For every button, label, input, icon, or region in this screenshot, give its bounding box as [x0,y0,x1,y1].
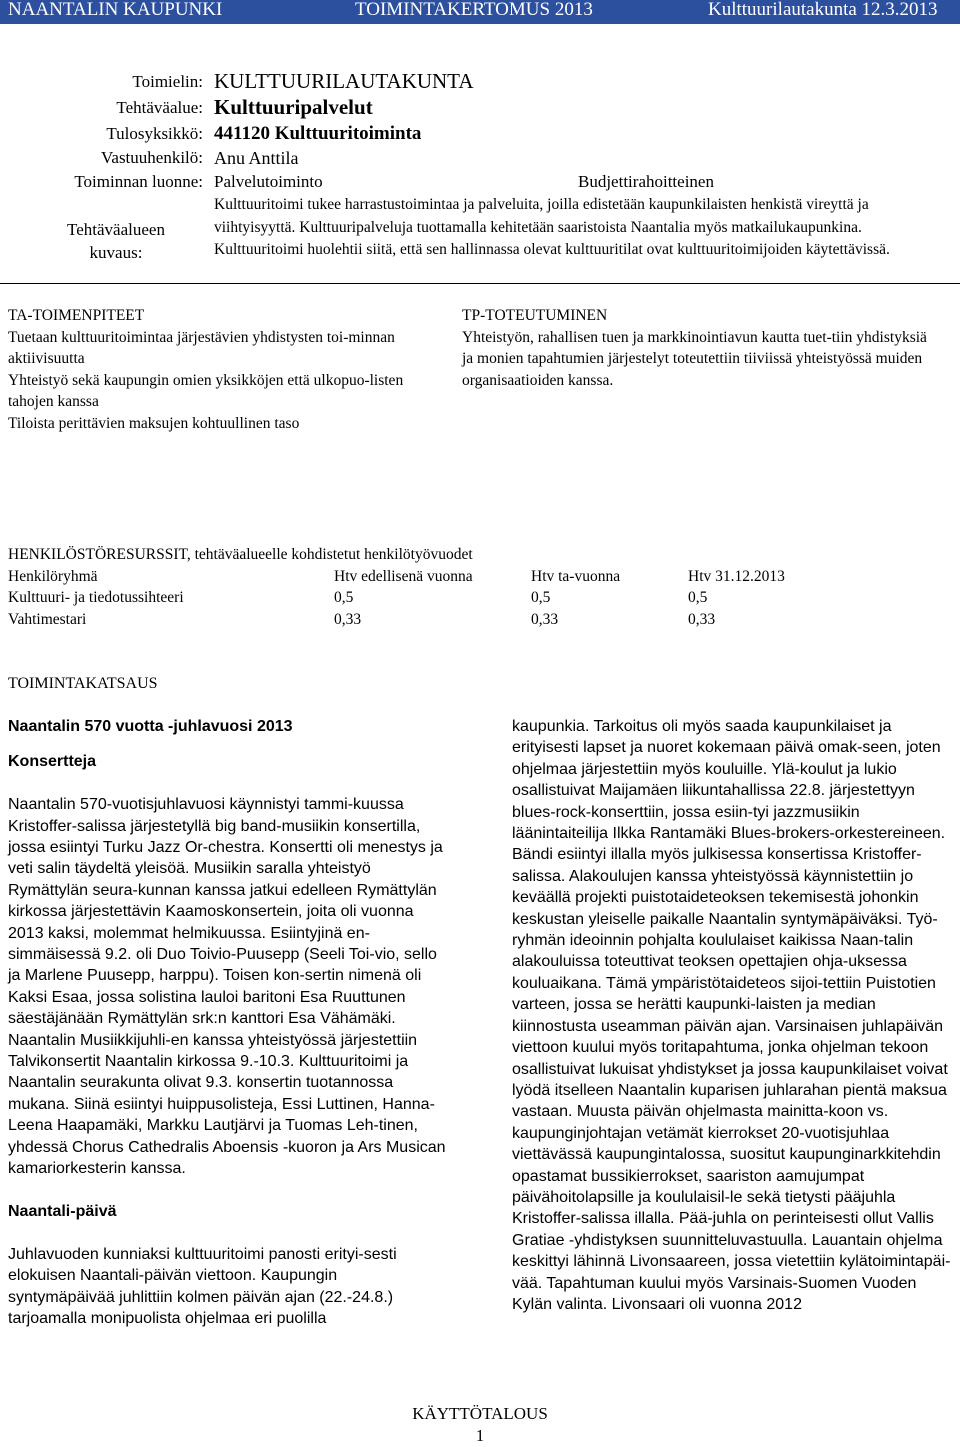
right-column [512,716,952,1315]
value-luonne-extra: Budjettirahoitteinen [578,172,714,191]
info-row-luonne [0,172,960,196]
meeting-date: Kulttuurilautakunta 12.3.2013 [708,0,938,20]
paragraph-konsertteja: Naantalin 570-vuotisjuhlavuosi käynnistyi tammi-kuussa Kristoffer-salissa järjestetyllä big band-musiikin konsertilla, jossa esiintyi Turku Jazz Or-chestra. Konsertti oli menestys ja veti salin täydeltä yleisöä. Musiikin saralla yhteistyö Rymättylän seura-kunnan kanssa jatkui edelleen Rymättylän kirkossa järjestettävin Kaamoskonsertein, joita oli vuonna 2013 kaksi, molemmat helmikuussa. Esiintyjinä en-simmäisessä 9.2. oli Duo Toivio-Puusepp (Seeli Toi-vio, sello ja Marlene Puusepp, harppu). Toisen kon-sertin nimenä oli Kaksi Esaa, jossa solistina lauloi baritoni Esa Ruuttunen säestäjänään Rymättylän srk:n kanttori Esa Vähämäki. Naantalin Musiikkijuhli-en kanssa yhteistyössä järjestettiin Talvikonsertit Naantalin kirkossa 9.-10.3. Kulttuuritoimi ja Naantalin seurakunta olivat 9.3. konsertin tuotannossa mukana. Siinä esiintyi huippusolisteja, Essi Luttinen, Hanna-Leena Haapamäki, Markku Lautjärvi ja Tuomas Leh-tinen, yhdessä Chorus Cathedralis Aboensis -kuoron ja Ars Musican kamariorkesterin kanssa. [8,796,446,1178]
cell-ta: 0,33 [531,610,559,628]
label-tulosyksikko: Tulosyksikkö: [106,124,203,143]
paragraph-right: kaupunkia. Tarkoitus oli myös saada kaupunkilaiset ja erityisesti lapset ja nuoret kokemaan päivä omak-seen, joten ohjelmaa järjestettiin myös kouluille. Ylä-koulut ja lukio osallistuivat Maijamäen liikuntahallissa 22.8. järjestettyyn blues-rock-konserttiin, jossa esiin-tyi jazzmusiikin läänintaiteilija Ilkka Rantamäki Blues-brokers-orkestereineen. Bändi esiintyi illalla myös julkisessa konsertissa Kristoffer-salissa. Alakoulujen kanssa yhteistyössä käynnistettiin jo keväällä projekti puistotaideteoksen tekemisestä johonkin keskustan yleiselle paikalle Naantalin syntymäpäiväksi. Työ-ryhmän ideoinnin pohjalta koululaiset kaikissa Naan-talin alakouluissa toteuttivat teoksen opettajien ohja-uksessa kouluaikana. Tämä ympäristötaideteos sijoi-tettiin Puistotien varteen, jossa se herätti kaupunki-laisten ja median kiinnostusta useamman päivän ajan. Varsinaisen juhlapäivän viettoon kuului myös toritapahtuma, jonka ohjelman tekoon osallistuivat lukuisat yhdistykset ja jossa kaupunkilaiset voivat lyödä itselleen Naantalin kuparisen juhlarahan pientä maksua vastaan. Muusta päivän ohjelmasta mainitta-koon vs. kaupunginjohtajan vetämät kierrokset 20-vuotisjuhlaa viettävässä kaupungintalossa, suositut kaupunginarkkitehdin opastamat bussikierrokset, saariston aamujumpat päivähoitolapsille ja koululaisil-le sekä tietysti pääjuhla Kristoffer-salissa illalla. Pää-juhla on perinteisesti ollut Vallis Gratiae -yhdistyksen suunnitteluvastuulla. Lauantain ohjelma keskittyi lähinnä Livonsaareen, jossa vietettiin kylätoimintapäi-vää. Tapahtuman kuului myös Varsinais-Suomen Vuoden Kylän valinta. Livonsaari oli vuonna 2012 [512,718,951,1313]
ta-item: Tuetaan kulttuuritoimintaa järjestävien yhdistysten toi-minnan aktiivisuutta [8,328,395,367]
label-tehtavaalue: Tehtäväalue: [116,98,203,117]
col-header-ta: Htv ta-vuonna [531,567,621,585]
personnel-header-row [8,566,948,588]
kuvaus-label [36,218,196,264]
value-tulosyksikko: 441120 Kulttuuritoiminta [214,123,422,144]
tp-text: Yhteistyön, rahallisen tuen ja markkinointiavun kautta tuet-tiin yhdistyksiä ja monien tapahtumien järjestelyt toteutettiin tiiviissä yhteistyössä muiden organisaatioiden kanssa. [462,328,927,389]
divider-line [0,283,960,284]
personnel-title-row [8,544,948,566]
ta-item: Tiloista perittävien maksujen kohtuullinen taso [8,414,300,432]
label-luonne: Toiminnan luonne: [74,172,203,191]
col-header-prev: Htv edellisenä vuonna [334,567,473,585]
cell-actual: 0,33 [688,610,716,628]
tp-title: TP-TOTEUTUMINEN [462,307,608,324]
cell-group: Kulttuuri- ja tiedotussihteeri [8,589,184,606]
kuvaus-label-line2: kuvaus: [89,243,143,262]
paragraph-naantali-paiva: Juhlavuoden kunniaksi kulttuuritoimi panosti erityi-sesti elokuisen Naantali-päivän viettoon. Kaupungin syntymäpäivää juhlittiin kolmen päivän ajan (22.-24.8.) tarjoamalla monipuolista ohjelmaa eri puolilla [8,1245,397,1327]
value-luonne: Palvelutoiminto [214,172,323,191]
ta-title: TA-TOIMENPITEET [8,307,145,324]
table-row [8,587,948,609]
cell-prev: 0,5 [334,589,354,606]
kuvaus-label-line1: Tehtäväalueen [67,220,165,239]
value-vastuuhenkilo: Anu Anttila [214,148,299,168]
cell-prev: 0,33 [334,610,362,628]
kayttotalous-title: KÄYTTÖTALOUS [412,1404,548,1423]
info-row-tulosyksikko [0,124,960,148]
report-title: TOIMINTAKERTOMUS 2013 [355,0,593,20]
heading-naantali-paiva: Naantali-päivä [8,1202,117,1220]
info-row-vastuuhenkilo [0,148,960,172]
ta-item: Yhteistyö sekä kaupungin omien yksikköjen että ulkopuo-listen tahojen kanssa [8,371,404,410]
kuvaus-text: Kulttuuritoimi tukee harrastustoimintaa ja palveluita, joilla edistetään kaupunkilaisten henkistä vireyttä ja viihtyisyyttä. Kulttuuripalveluja tuottamalla kehitetään saaristoista Naantalia myös matkailukaupunkina. Kulttuuritoimi huolehtii siitä, että sen hallinnassa olevat kulttuuritilat ovat kulttuuritoimijoiden käytettävissä. [214,196,890,258]
toimintakatsaus-title: TOIMINTAKATSAUS [8,675,158,692]
heading-juhlavuosi: Naantalin 570 vuotta -juhlavuosi 2013 [8,718,293,735]
label-toimielin: Toimielin: [132,72,203,91]
cell-actual: 0,5 [688,589,708,606]
col-header-actual: Htv 31.12.2013 [688,567,785,585]
report-header-bar [0,0,960,24]
cell-group: Vahtimestari [8,610,87,628]
org-name: NAANTALIN KAUPUNKI [8,0,223,20]
heading-konsertteja: Konsertteja [8,753,97,771]
value-tehtavaalue: Kulttuuripalvelut [214,95,373,119]
info-row-tehtavaalue [0,95,960,122]
left-column [8,716,448,1329]
table-row [8,609,948,631]
tp-toteutuminen [462,305,932,391]
page-number: 1 [475,1426,485,1445]
info-row-toimielin [0,69,960,96]
personnel-title: HENKILÖSTÖRESURSSIT, tehtäväalueelle kohdistetut henkilötyövuodet [8,546,473,563]
ta-toimenpiteet [8,305,448,434]
cell-ta: 0,5 [531,589,551,606]
col-header-group: Henkilöryhmä [8,567,98,585]
label-vastuuhenkilo: Vastuuhenkilö: [101,148,203,167]
personnel-table [8,544,948,630]
value-toimielin: KULTTUURILAUTAKUNTA [214,69,474,93]
